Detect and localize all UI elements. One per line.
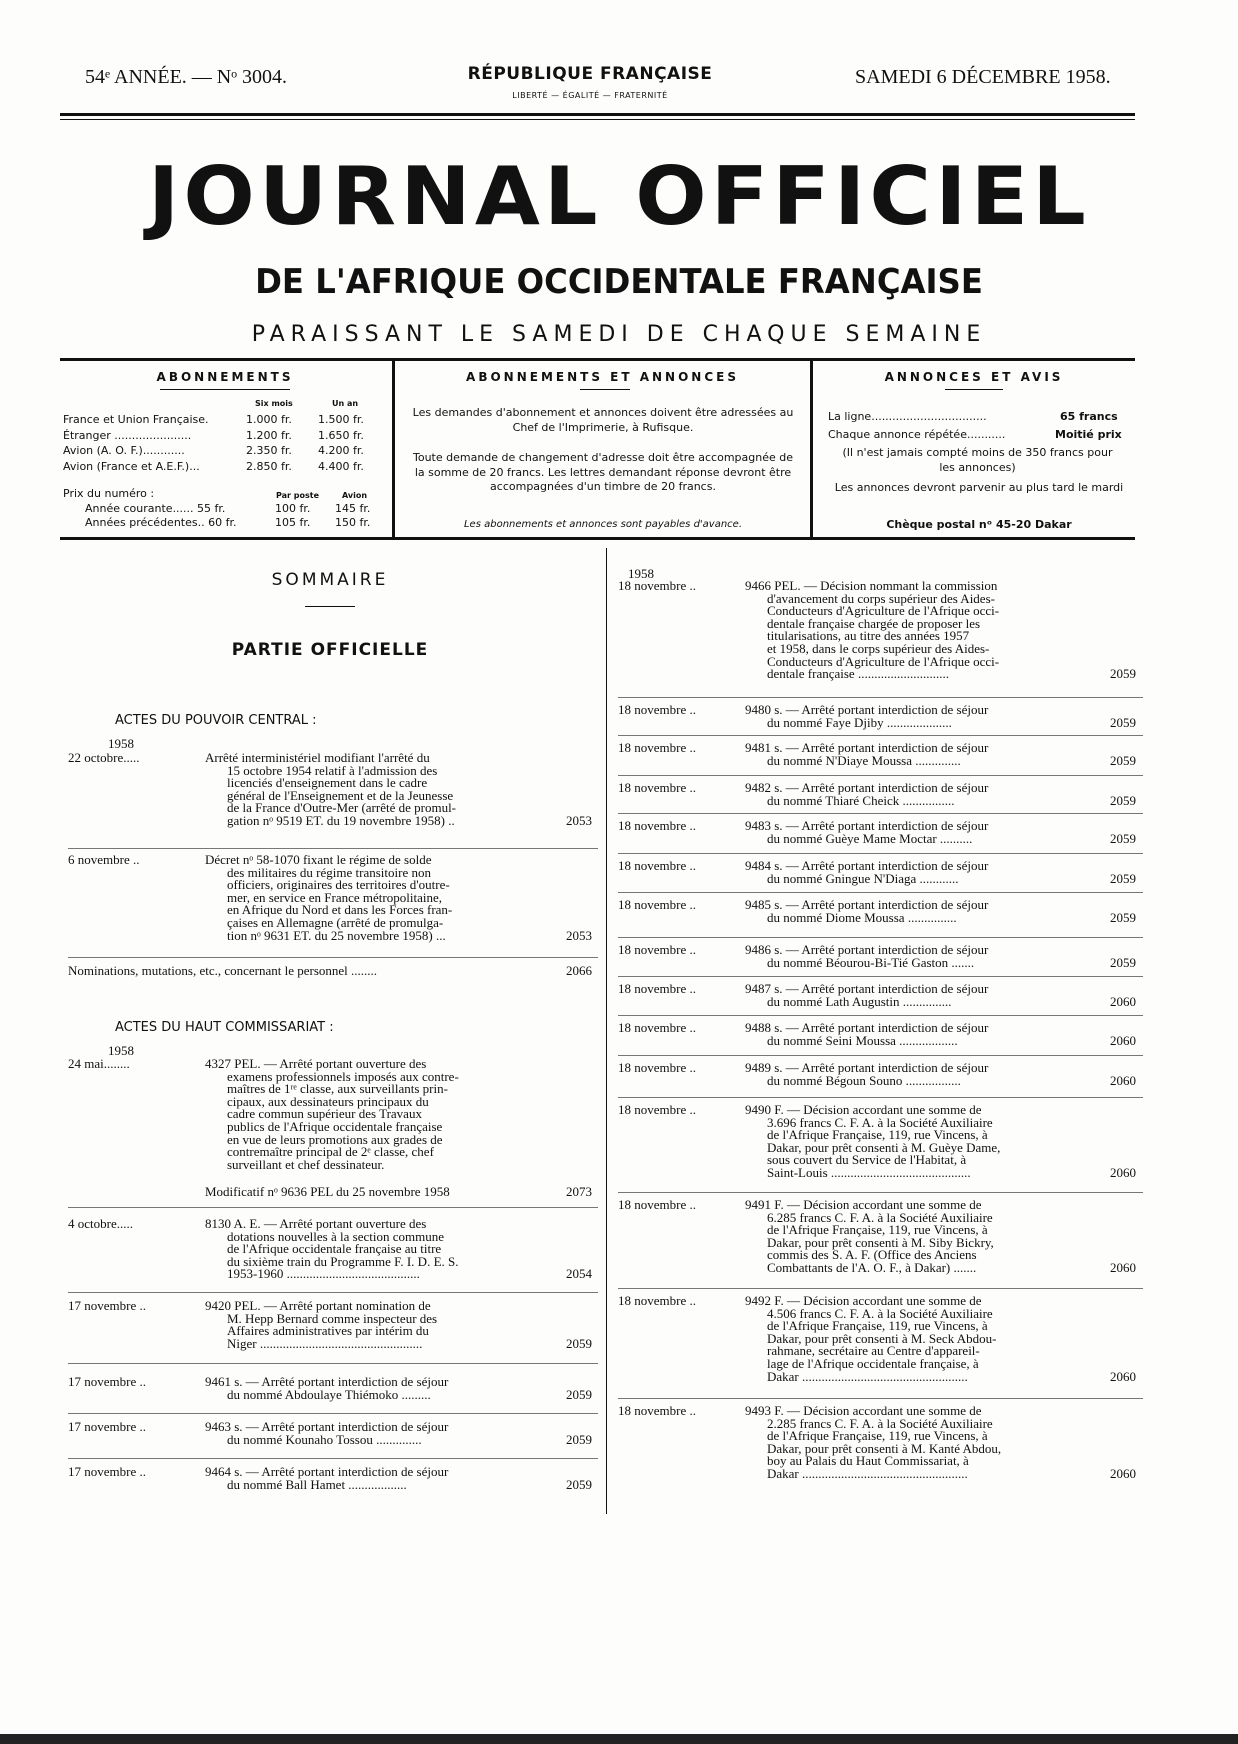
entry-text-line: cadre commun supérieur des Travaux [227, 1106, 422, 1122]
entry-date: 18 novembre .. [618, 578, 696, 593]
entry-text-line: cipaux, aux dessinateurs principaux du [227, 1093, 429, 1109]
entry-page: 2053 [566, 813, 592, 828]
entry-text-line: 9461 s. — Arrêté portant interdiction de séjour [205, 1374, 449, 1389]
entry-text-line: d'avancement du corps supérieur des Aides- [767, 590, 995, 606]
entry-separator [618, 1097, 1143, 1098]
entry-separator [618, 775, 1143, 776]
entry-date: 18 novembre .. [618, 740, 696, 755]
entry-page: 2059 [566, 1386, 592, 1402]
entry-date: 18 novembre .. [618, 1060, 696, 1075]
heading-underline [945, 389, 1003, 390]
entry-page: 2073 [566, 1184, 592, 1199]
col-par-poste: Par poste [276, 491, 320, 500]
entry-page: 2060 [1110, 993, 1136, 1009]
entry-page: 2059 [1110, 954, 1136, 970]
ligne-value: 65 francs [1060, 410, 1118, 423]
entry-text-line: Affaires administratives par intérim du [227, 1323, 429, 1339]
entry-date: 22 octobre..... [68, 750, 140, 765]
journal-tagline: PARAISSANT LE SAMEDI DE CHAQUE SEMAINE [251, 322, 987, 347]
entry-text-line: gation nᵒ 9519 ET. du 19 novembre 1958) .. [227, 813, 455, 828]
sommaire-underline [305, 606, 355, 607]
abonnement-six-mois: 2.350 fr. [246, 444, 292, 457]
entry-separator [618, 697, 1143, 698]
entry-date: 18 novembre .. [618, 702, 696, 717]
entry-text-line: 4.506 francs C. F. A. à la Société Auxiliaire [767, 1305, 993, 1321]
prix-label: Prix du numéro : [63, 487, 155, 500]
abonnement-un-an: 4.400 fr. [318, 459, 364, 473]
entry-date: 6 novembre .. [68, 852, 140, 867]
entry-separator [618, 976, 1143, 977]
entry-separator [618, 892, 1143, 893]
entry-separator [618, 813, 1143, 814]
entry-text-line: 9464 s. — Arrêté portant interdiction de séjour [205, 1464, 449, 1479]
abonnement-label: Avion (A. O. F.)............ [63, 444, 185, 457]
column-divider [606, 548, 607, 1514]
entry-text-line: du nommé Guèye Mame Moctar .......... [767, 830, 973, 846]
box-abonnements-heading: ABONNEMENTS [156, 370, 294, 384]
entry-separator [618, 1288, 1143, 1289]
entry-text-line: et 1958, dans le corps supérieur des Aides- [767, 641, 990, 656]
entry-text-line: dentale française chargée de proposer les [767, 615, 981, 631]
entry-text-line: dotations nouvelles à la section commune [227, 1228, 444, 1244]
year-label: 1958 [108, 1043, 134, 1058]
entry-separator [618, 937, 1143, 938]
entry-text-line: 6.285 francs C. F. A. à la Société Auxiliaire [767, 1209, 993, 1225]
entry-text-line: du nommé Kounaho Tossou .............. [227, 1431, 422, 1447]
entry-page: 2059 [566, 1335, 592, 1351]
ab-annonces-p1: Les demandes d'abonnement et annonces doivent être adressées au Chef de l'Imprimerie, à Rufisque. [412, 406, 794, 434]
entry-separator [68, 848, 598, 849]
entry-text-line: Dakar, pour prêt consenti à M. Kanté Abdou, [767, 1440, 1002, 1456]
abonnement-label: Avion (France et A.E.F.)... [63, 459, 200, 473]
entry-page: 2059 [566, 1431, 592, 1447]
entry-page: 2059 [1110, 909, 1136, 925]
entry-text-line: en vue de leurs promotions aux grades de [227, 1131, 443, 1147]
entry-separator [618, 1192, 1143, 1193]
abonnement-six-mois: 2.850 fr. [246, 459, 292, 473]
entry-text-line: 9486 s. — Arrêté portant interdiction de séjour [745, 942, 989, 957]
year-label: 1958 [108, 736, 134, 751]
entry-date: 18 novembre .. [618, 1293, 696, 1308]
entry-page: 2059 [1110, 870, 1136, 886]
box-divider-2 [810, 361, 813, 537]
entry-text-line: du nommé Ball Hamet .................. [227, 1476, 407, 1492]
entry-text-line: 9493 F. — Décision accordant une somme de [745, 1403, 982, 1418]
entry-text-line: Conducteurs d'Agriculture de l'Afrique occi- [767, 603, 1000, 619]
prix-par-poste: 105 fr. [275, 516, 311, 529]
entry-text-line: de l'Afrique Française, 119, rue Vincens, à [767, 1318, 988, 1334]
entry-page: 2054 [566, 1266, 592, 1282]
entry-text-line: 9492 F. — Décision accordant une somme de [745, 1293, 982, 1308]
entry-text-line: du nommé Diome Moussa ............... [767, 909, 957, 925]
entry-text-line: 8130 A. E. — Arrêté portant ouverture des [205, 1216, 427, 1231]
actes-pouvoir-central: ACTES DU POUVOIR CENTRAL : [115, 713, 317, 728]
entry-date: 17 novembre .. [68, 1464, 146, 1479]
entry-text-line: 9490 F. — Décision accordant une somme de [745, 1102, 982, 1117]
entry-date: 17 novembre .. [68, 1374, 146, 1389]
entry-separator [618, 735, 1143, 736]
heading-underline [580, 389, 630, 390]
entry-separator [618, 1398, 1143, 1399]
entry-date: 18 novembre .. [618, 1102, 696, 1117]
entry-text-line: boy au Palais du Haut Commissariat, à [767, 1453, 969, 1469]
entry-page: 2060 [1110, 1072, 1136, 1088]
entry-text-line: maîtres de 1ʳᵉ classe, aux surveillants prin- [227, 1081, 448, 1097]
scan-bottom-edge [0, 1734, 1238, 1744]
entry-text-line: du sixième train du Programme F. I. D. E. S. [227, 1253, 459, 1269]
entry-text-line: de l'Afrique Française, 119, rue Vincens, à [767, 1127, 988, 1143]
journal-subtitle: DE L'AFRIQUE OCCIDENTALE FRANÇAISE [255, 262, 983, 302]
entry-text-line: 15 octobre 1954 relatif à l'admission des [227, 762, 438, 778]
entry-separator [68, 1413, 598, 1414]
entry-date: 18 novembre .. [618, 897, 696, 912]
entry-date: 18 novembre .. [618, 780, 696, 795]
actes-haut-commissariat: ACTES DU HAUT COMMISSARIAT : [115, 1020, 334, 1035]
box-annonces-avis-heading: ANNONCES ET AVIS [884, 370, 1064, 384]
entry-separator [68, 957, 598, 958]
entry-separator [68, 1458, 598, 1459]
entry-page: 2053 [566, 927, 592, 943]
entry-page: 2059 [566, 1476, 592, 1492]
entry-page: 2059 [1110, 752, 1136, 768]
entry-text-line: Arrêté interministériel modifiant l'arrêté du [205, 750, 430, 765]
col-un-an: Un an [332, 399, 359, 408]
entry-separator [68, 1292, 598, 1293]
entry-text-line: 2.285 francs C. F. A. à la Société Auxiliaire [767, 1415, 993, 1431]
entry-text-line: de la France d'Outre-Mer (arrêté de promul- [227, 800, 457, 816]
header-rule-thin [60, 119, 1135, 120]
entry-text-line: rahmane, secrétaire au Centre d'appareil- [767, 1343, 980, 1359]
prix-label: Année courante...... 55 fr. [85, 502, 226, 515]
entry-text-line: commis des S. A. F. (Office des Anciens [767, 1247, 977, 1263]
entry-text-line: Dakar, pour prêt consenti à M. Guèye Dame, [767, 1139, 1001, 1155]
abonnement-un-an: 1.500 fr. [318, 413, 364, 426]
entry-text-line: 9485 s. — Arrêté portant interdiction de séjour [745, 897, 989, 912]
entry-text-line: licenciés d'enseignement dans le cadre [227, 775, 428, 791]
abonnement-six-mois: 1.200 fr. [246, 428, 292, 442]
entry-text-line: Dakar, pour prêt consenti à M. Siby Bickry, [767, 1234, 994, 1250]
entry-text-line: du nommé Béourou-Bi-Tié Gaston ....... [767, 954, 975, 970]
entry-text-line: Nominations, mutations, etc., concernant le personnel ........ [68, 963, 378, 978]
entry-text-line: 9420 PEL. — Arrêté portant nomination de [205, 1298, 431, 1313]
heading-underline [160, 389, 290, 390]
entry-separator [68, 1363, 598, 1364]
sommaire-title: SOMMAIRE [271, 570, 389, 590]
cheque-postal: Chèque postal nᵒ 45-20 Dakar [886, 518, 1072, 531]
entry-date: 18 novembre .. [618, 942, 696, 957]
prix-par-poste: 100 fr. [275, 502, 311, 515]
abonnement-label: France et Union Française. [63, 413, 209, 426]
entry-date: 18 novembre .. [618, 1020, 696, 1035]
entry-text-line: en Afrique du Nord et dans les Forces fran- [227, 902, 453, 918]
entry-text-line: surveillant et chef dessinateur. [227, 1156, 385, 1172]
entry-text-line: 9484 s. — Arrêté portant interdiction de séjour [745, 858, 989, 873]
entry-text-line: de l'Afrique Française, 119, rue Vincens, à [767, 1222, 988, 1238]
entry-text-line: 9488 s. — Arrêté portant interdiction de séjour [745, 1020, 989, 1035]
entry-text-line: 9489 s. — Arrêté portant interdiction de séjour [745, 1060, 989, 1075]
entry-date: 18 novembre .. [618, 1403, 696, 1418]
entry-text-line: M. Hepp Bernard comme inspecteur des [227, 1310, 438, 1326]
entry-text-line: du nommé Abdoulaye Thiémoko ......... [227, 1386, 431, 1402]
entry-text-line: Dakar ................................................... [767, 1466, 968, 1481]
entry-text-line: lage de l'Afrique occidentale française, à [767, 1356, 979, 1371]
entry-text-line: çaises en Allemagne (arrêté de promulga- [227, 915, 444, 930]
entry-text-line: Saint-Louis ........................................... [767, 1165, 971, 1180]
republic-label: RÉPUBLIQUE FRANÇAISE [467, 64, 713, 84]
entry-text-line: du nommé N'Diaye Moussa .............. [767, 752, 961, 768]
entry-text-line: de l'Afrique occidentale française au titre [227, 1241, 442, 1257]
entry-text-line: 9487 s. — Arrêté portant interdiction de séjour [745, 981, 989, 996]
issue-date: SAMEDI 6 DÉCEMBRE 1958. [855, 66, 1111, 88]
entry-text-line: 9466 PEL. — Décision nommant la commission [745, 578, 998, 593]
box-divider-1 [392, 361, 395, 537]
col-six-mois: Six mois [255, 399, 293, 408]
entry-text-line: publics de l'Afrique occidentale française [227, 1119, 443, 1134]
entry-separator [618, 853, 1143, 854]
entry-text-line: officiers, originaires des territoires d'outre- [227, 877, 450, 893]
journal-title: JOURNAL OFFICIEL [147, 150, 1091, 243]
entry-text-line: 1953-1960 ......................................... [227, 1266, 420, 1282]
entry-text-line: des militaires du régime transitoire non [227, 864, 431, 880]
year-label: 1958 [628, 566, 654, 581]
boxes-bottom-rule [60, 537, 1135, 540]
entry-separator [618, 1055, 1143, 1056]
prix-avion: 145 fr. [335, 502, 371, 515]
entry-date: 18 novembre .. [618, 818, 696, 833]
republic-motto: LIBERTÉ — ÉGALITÉ — FRATERNITÉ [512, 91, 668, 100]
entry-text-line: 9481 s. — Arrêté portant interdiction de séjour [745, 740, 989, 755]
entry-date: 17 novembre .. [68, 1419, 146, 1434]
entry-page: 2066 [566, 963, 592, 978]
box-ab-annonces-heading: ABONNEMENTS ET ANNONCES [466, 370, 739, 384]
prix-label: Années précédentes.. 60 fr. [85, 516, 237, 529]
entry-text-line: de l'Afrique Française, 119, rue Vincens, à [767, 1428, 988, 1444]
entry-text-line: tion nᵒ 9631 ET. du 25 novembre 1958) ... [227, 927, 446, 943]
entry-text-line: 9463 s. — Arrêté portant interdiction de séjour [205, 1419, 449, 1434]
annonces-note: (Il n'est jamais compté moins de 350 francs pour les annonces) [842, 446, 1113, 474]
ab-annonces-p3: Les abonnements et annonces sont payables d'avance. [463, 519, 743, 530]
entry-text-line: du nommé Gningue N'Diaga ............ [767, 870, 959, 886]
col-avion: Avion [342, 491, 368, 500]
entry-text-line: sous couvert du Service de l'Habitat, à [767, 1152, 967, 1168]
entry-page: 2059 [1110, 830, 1136, 846]
entry-page: 2059 [1110, 666, 1136, 682]
entry-text-line: du nommé Bégoun Souno ................. [767, 1072, 961, 1088]
entry-page: 2059 [1110, 792, 1136, 808]
entry-text-line: titularisations, au titre des années 1957 [767, 628, 970, 644]
repete-value: Moitié prix [1055, 428, 1122, 441]
entry-text-line: Dakar ................................................... [767, 1368, 968, 1384]
entry-text-line: 9483 s. — Arrêté portant interdiction de séjour [745, 818, 989, 833]
entry-text-line: Combattants de l'A. O. F., à Dakar) ....... [767, 1260, 977, 1275]
entry-text-line: du nommé Seini Moussa .................. [767, 1032, 958, 1048]
entry-text-line: du nommé Lath Augustin ............... [767, 993, 952, 1009]
entry-separator [68, 1207, 598, 1208]
boxes-top-rule [60, 358, 1135, 361]
entry-page: 2060 [1110, 1368, 1136, 1384]
entry-text-line: 4327 PEL. — Arrêté portant ouverture des [205, 1056, 427, 1071]
entry-text-line: dentale française ............................ [767, 666, 949, 682]
entry-date: 4 octobre..... [68, 1216, 133, 1231]
entry-text-line: contremaître principal de 2ᵉ classe, chef [227, 1144, 434, 1160]
abonnement-label: Étranger ...................... [63, 428, 192, 442]
entry-text-line: du nommé Thiaré Cheick ................ [767, 792, 955, 808]
entry-date: 18 novembre .. [618, 858, 696, 873]
entry-date: 18 novembre .. [618, 981, 696, 996]
entry-text-line: Dakar, pour prêt consenti à M. Seck Abdou- [767, 1330, 997, 1346]
abonnement-un-an: 1.650 fr. [318, 428, 364, 442]
entry-page: 2059 [1110, 714, 1136, 730]
entry-text-line: Décret nᵒ 58-1070 fixant le régime de solde [205, 852, 432, 867]
partie-officielle-title: PARTIE OFFICIELLE [231, 640, 429, 660]
entry-text-line: 3.696 francs C. F. A. à la Société Auxiliaire [767, 1114, 993, 1130]
header-rule [60, 113, 1135, 116]
repete-label: Chaque annonce répétée........... [828, 428, 1006, 441]
entry-text-line: Conducteurs d'Agriculture de l'Afrique occi- [767, 653, 1000, 669]
entry-text-line: du nommé Faye Djiby .................... [767, 714, 952, 730]
entry-page: 2060 [1110, 1165, 1136, 1180]
entry-page: 2060 [1110, 1466, 1136, 1481]
entry-separator [618, 1015, 1143, 1016]
entry-text-line: examens professionnels imposés aux contre- [227, 1068, 459, 1084]
prix-avion: 150 fr. [335, 516, 371, 529]
entry-text-line: général de l'Enseignement et de la Jeunesse [227, 787, 454, 803]
annonces-delai: Les annonces devront parvenir au plus tard le mardi [834, 481, 1124, 494]
entry-text-line: Niger .................................................. [227, 1335, 423, 1351]
entry-date: 18 novembre .. [618, 1197, 696, 1212]
entry-text-line: mer, en service en France métropolitaine, [227, 889, 442, 905]
entry-date: 24 mai........ [68, 1056, 130, 1071]
entry-page: 2060 [1110, 1032, 1136, 1048]
abonnement-un-an: 4.200 fr. [318, 444, 364, 457]
entry-text-line: 9480 s. — Arrêté portant interdiction de séjour [745, 702, 989, 717]
issue-number: 54ᵉ ANNÉE. — Nᵒ 3004. [85, 66, 287, 88]
entry-text-line: 9482 s. — Arrêté portant interdiction de séjour [745, 780, 989, 795]
entry-text-line: Modificatif nᵒ 9636 PEL du 25 novembre 1958 [205, 1184, 450, 1199]
abonnement-six-mois: 1.000 fr. [246, 413, 292, 426]
ab-annonces-p2: Toute demande de changement d'adresse doit être accompagnée de la somme de 20 francs. Les lettres demandant réponse devront être accompagnées d'un timbre de 20 francs. [413, 451, 793, 493]
entry-text-line: 9491 F. — Décision accordant une somme de [745, 1197, 982, 1212]
ligne-label: La ligne................................. [828, 410, 987, 423]
entry-date: 17 novembre .. [68, 1298, 146, 1313]
entry-page: 2060 [1110, 1260, 1136, 1275]
